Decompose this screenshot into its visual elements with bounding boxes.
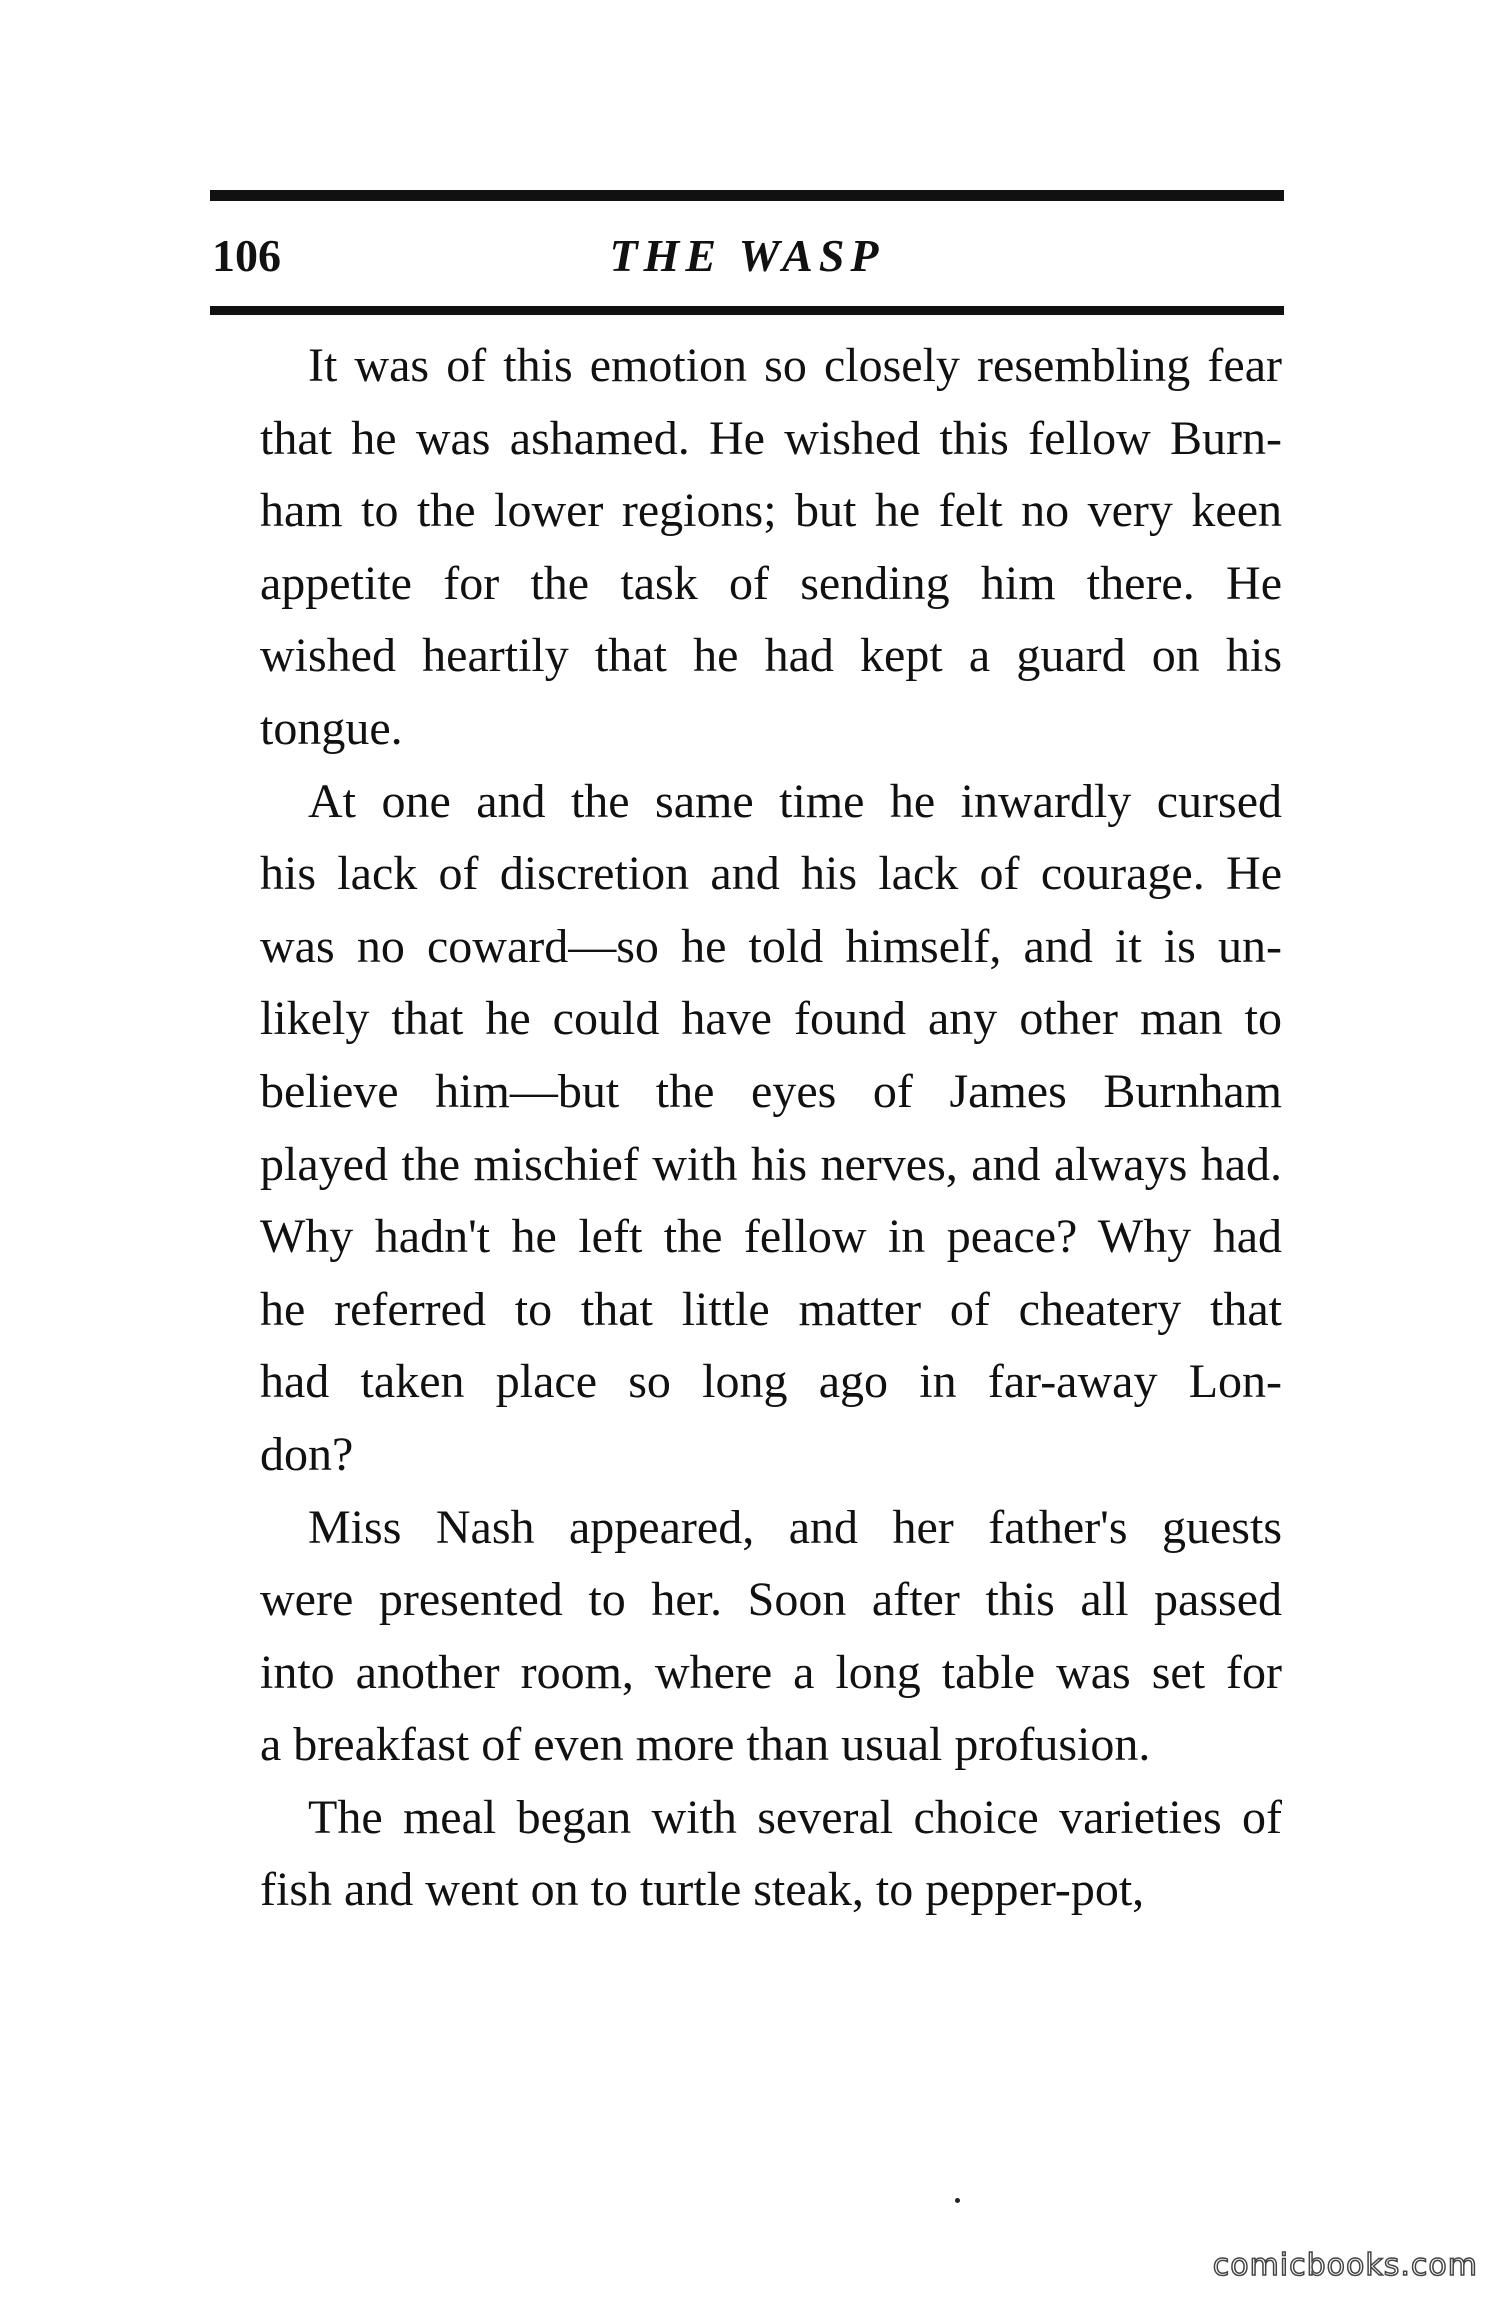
page-number: 106 (212, 230, 281, 281)
text-line: were presented to her. Soon after this all passed (260, 1573, 1282, 1627)
text-line: he referred to that little matter of cheatery that (260, 1282, 1282, 1336)
text-line: was no coward—so he told himself, and it is un- (260, 919, 1282, 973)
text-line: At one and the same time he inwardly cursed (308, 774, 1282, 828)
paragraph (212, 330, 1282, 766)
text-line: into another room, where a long table was set for (260, 1645, 1282, 1699)
text-line: a breakfast of even more than usual profusion. (260, 1718, 1151, 1772)
header-rule-bottom (210, 306, 1284, 315)
text-line: Why hadn't he left the fellow in peace? Why had (260, 1210, 1282, 1264)
text-line: wished heartily that he had kept a guard on his (260, 629, 1282, 683)
text-line: It was of this emotion so closely resembling fear (308, 339, 1282, 392)
text-line: believe him—but the eyes of James Burnham (260, 1064, 1282, 1118)
print-speck (955, 2198, 960, 2203)
paragraph (212, 1782, 1282, 1927)
running-title: THE WASP (609, 230, 885, 281)
text-line: Miss Nash appeared, and her father's guests (308, 1500, 1282, 1554)
text-line: fish and went on to turtle steak, to pepper-pot, (260, 1863, 1145, 1917)
text-line: don? (260, 1427, 354, 1481)
text-line: tongue. (260, 701, 403, 755)
text-line: ham to the lower regions; but he felt no very keen (260, 484, 1282, 538)
watermark: comicbooks.com (1212, 2248, 1478, 2283)
text-line: The meal began with several choice varieties of (308, 1790, 1282, 1844)
text-line: appetite for the task of sending him there. He (260, 556, 1282, 610)
body-text (212, 330, 1282, 1927)
text-line: his lack of discretion and his lack of courage. He (260, 847, 1282, 901)
text-line: had taken place so long ago in far-away Lon- (260, 1355, 1282, 1409)
text-line: likely that he could have found any other man to (260, 992, 1282, 1046)
text-line: that he was ashamed. He wished this fellow Burn- (260, 411, 1282, 465)
header-rule-top (210, 190, 1284, 201)
text-line: played the mischief with his nerves, and always had. (260, 1137, 1282, 1191)
running-header (210, 224, 1284, 288)
paragraph (212, 766, 1282, 1492)
paragraph (212, 1492, 1282, 1782)
